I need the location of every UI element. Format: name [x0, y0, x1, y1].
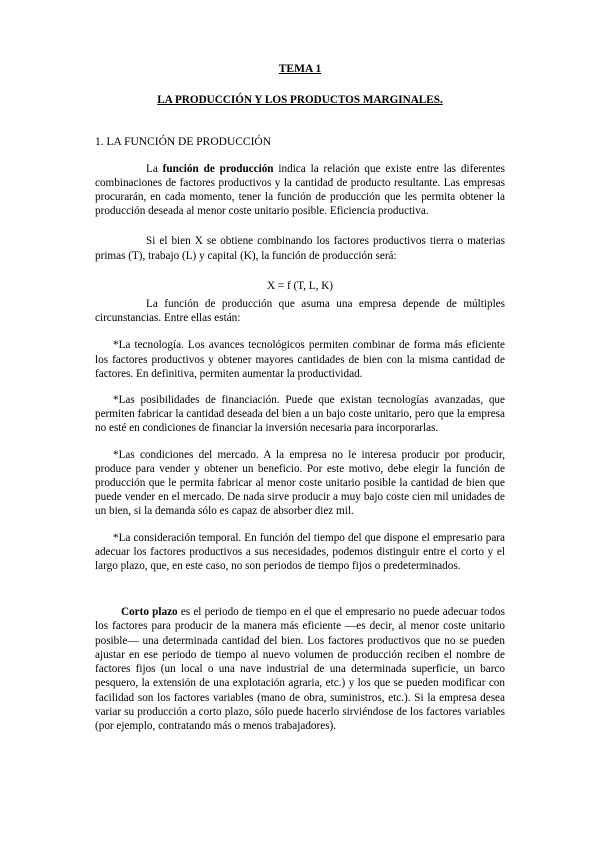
- paragraph-corto-plazo-text: es el periodo de tiempo en el que el empresario no puede adecuar todos los factores para producir de la manera más eficiente —es decir, al menor coste unitario posible— una determinada cantidad del bien. Los factores productivos que no se pueden ajustar en ese periodo de tiempo al nuevo volumen de producción reciben el nombre de factores fijos (un local o una nave industrial de una determinada superficie, un barco pesquero, la extensión de una explotación agraria, etc.) y los que se pueden modificar con facilidad son los factores variables (mano de obra, suministros, etc.). Si la empresa desea variar su producción a corto plazo, sólo puede hacerlo sirviéndose de los factores variables (por ejemplo, contratando más o menos trabajadores).: [95, 606, 505, 732]
- section-heading: 1. LA FUNCIÓN DE PRODUCCIÓN: [95, 136, 272, 149]
- bullet-temporal: *La consideración temporal. En función del tiempo del que dispone el empresario para adecuar los factores productivos a sus necesidades, podemos distinguir entre el corto y el largo plazo, que, en este caso, no son periodos de tiempo fijos o predeterminados.: [95, 531, 505, 573]
- bullet-financiacion: *Las posibilidades de financiación. Puede que existan tecnologías avanzadas, que permiten fabricar la cantidad deseada del bien a un bajo coste unitario, pero que la empresa no esté en condiciones de financiar la inversión necesaria para incorporarlas.: [95, 394, 505, 435]
- doc-subtitle: LA PRODUCCIÓN Y LOS PRODUCTOS MARGINALES.: [157, 94, 443, 107]
- bullet-tecnologia: *La tecnología. Los avances tecnológicos permiten combinar de forma más eficiente los factores productivos y obtener mayores cantidades de bien con la misma cantidad de factores. En definitiva, permiten aumentar la productividad.: [95, 339, 505, 380]
- term-corto-plazo: Corto plazo: [121, 606, 178, 619]
- document-page: [95, 62, 505, 733]
- doc-title: TEMA 1: [278, 63, 322, 75]
- paragraph-definition-pre: La: [146, 162, 163, 175]
- paragraph-corto-plazo: [95, 605, 505, 733]
- paragraph-definition: [95, 162, 505, 219]
- bullet-mercado: *Las condiciones del mercado. A la empresa no le interesa producir por producir, produce para vender y obtener un beneficio. Por este motivo, debe elegir la función de producción que le permita fabricar al menor coste unitario posible la cantidad de bien que puede vender en el mercado. De nada sirve producir a muy bajo coste cien mil unidades de un bien, si la demanda sólo es capaz de absorber diez mil.: [95, 448, 505, 518]
- production-formula: X = f (T, L, K): [266, 279, 334, 292]
- paragraph-factors: Si el bien X se obtiene combinando los factores productivos tierra o materias primas (T), trabajo (L) y capital (K), la función de producción será:: [95, 235, 505, 262]
- term-funcion-produccion: función de producción: [162, 162, 274, 175]
- paragraph-definition-post: indica la relación que existe entre las diferentes combinaciones de factores productivos y la cantidad de producto resultante. Las empresas procurarán, en cada momento, tener la función de producción que les permita obtener la producción deseada al menor coste unitario posible. Eficiencia productiva.: [95, 162, 506, 218]
- paragraph-circumstances: La función de producción que asuma una empresa depende de múltiples circunstancias. Entre ellas están:: [95, 298, 505, 325]
